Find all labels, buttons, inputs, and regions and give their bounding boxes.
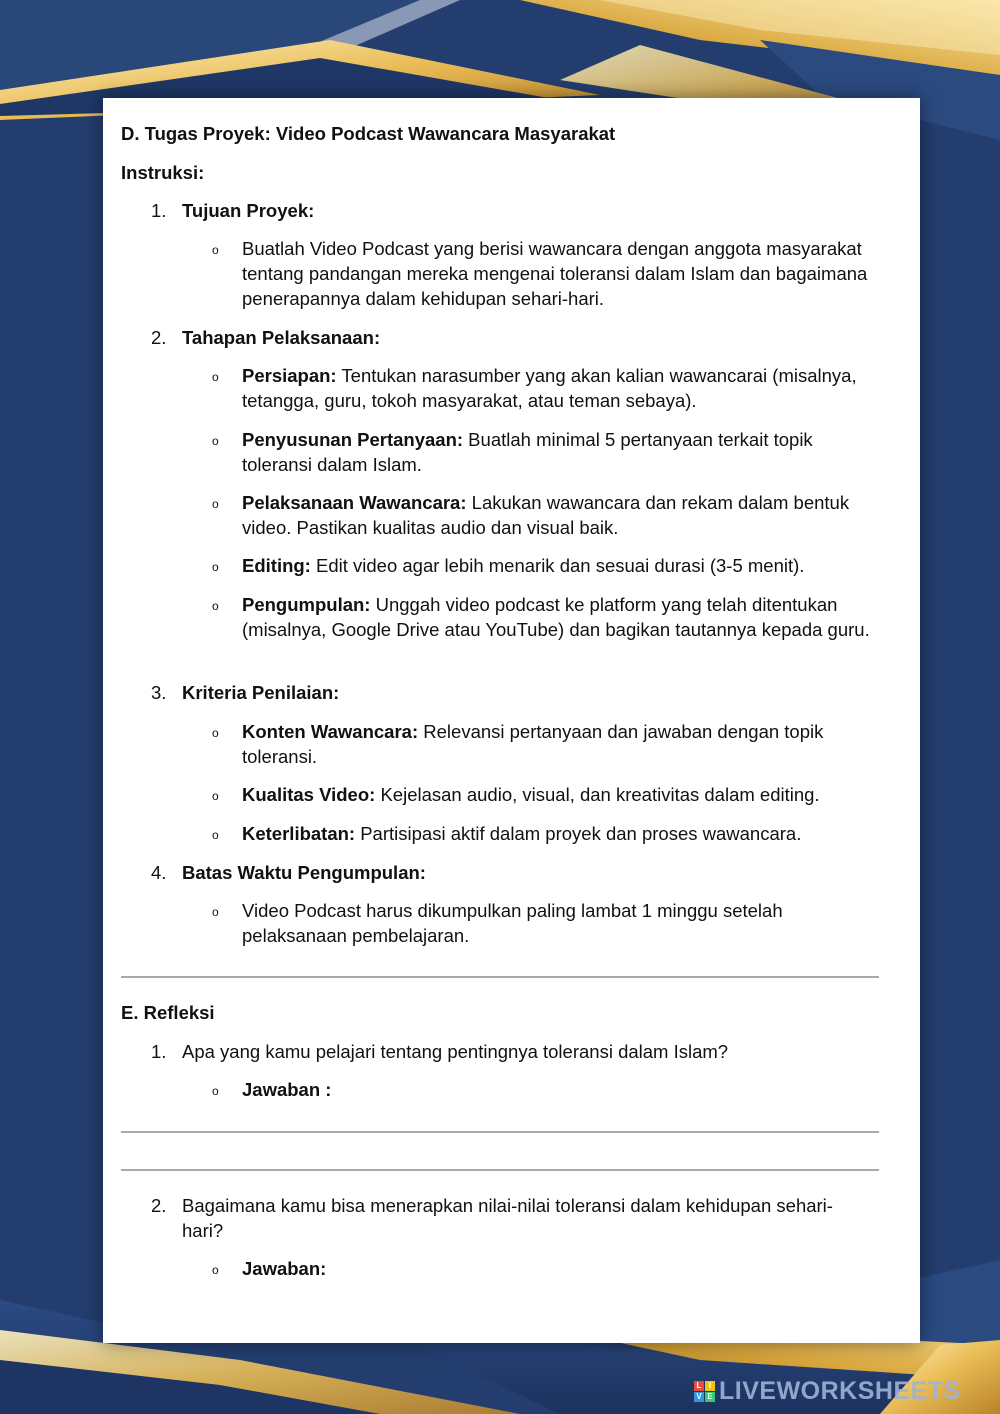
- bullet-item: [212, 782, 872, 807]
- answer-line: [121, 1131, 879, 1133]
- bullet-glyph: o: [212, 905, 219, 919]
- answer-item: [212, 1256, 872, 1281]
- list-item-kriteria: [151, 680, 871, 705]
- answer-item: [212, 1077, 872, 1102]
- list-item-tahapan: [151, 325, 871, 350]
- logo-mark: [694, 1381, 715, 1402]
- bullet-item: [212, 490, 872, 540]
- bullet-glyph: o: [212, 789, 219, 803]
- bullet-item: [212, 363, 872, 413]
- bullet-glyph: o: [212, 243, 219, 257]
- bullet-item: [212, 719, 872, 769]
- bullet-text: Kejelasan audio, visual, dan kreativitas dalam editing.: [375, 784, 820, 805]
- bullet-bold-label: Editing:: [242, 555, 311, 576]
- bullet-glyph: o: [212, 560, 219, 574]
- instruksi-label: Instruksi:: [121, 162, 205, 183]
- logo-letter: V: [694, 1392, 704, 1402]
- bullet-bold-label: Keterlibatan:: [242, 823, 356, 844]
- bullet-bold-label: Pelaksanaan Wawancara:: [242, 492, 467, 513]
- bullet-bold-label: Penyusunan Pertanyaan:: [242, 429, 464, 450]
- bullet-glyph: o: [212, 497, 219, 511]
- list-number: 3.: [151, 682, 167, 703]
- answer-line: [121, 1169, 879, 1171]
- logo-text: LIVEWORKSHEETS: [719, 1376, 961, 1405]
- section-e-title: E. Refleksi: [121, 1002, 215, 1023]
- list-number: 2.: [151, 327, 167, 348]
- list-number: 1.: [151, 1041, 167, 1062]
- answer-label: Jawaban :: [242, 1079, 332, 1100]
- list-heading: Tahapan Pelaksanaan:: [182, 327, 381, 348]
- logo-letter: E: [705, 1392, 715, 1402]
- bullet-text: Partisipasi aktif dalam proyek dan proses wawancara.: [355, 823, 802, 844]
- bullet-glyph: o: [212, 726, 219, 740]
- section-d-title: D. Tugas Proyek: Video Podcast Wawancara Masyarakat: [121, 123, 616, 144]
- list-item-tujuan: [151, 198, 871, 223]
- bullet-item: [212, 821, 872, 846]
- bullet-glyph: o: [212, 1084, 219, 1098]
- bullet-glyph: o: [212, 370, 219, 384]
- list-heading: Tujuan Proyek:: [182, 200, 315, 221]
- bullet-bold-label: Konten Wawancara:: [242, 721, 419, 742]
- bullet-bold-label: Pengumpulan:: [242, 594, 371, 615]
- list-number: 1.: [151, 200, 167, 221]
- list-heading: Kriteria Penilaian:: [182, 682, 340, 703]
- bullet-text: Unggah video podcast ke platform yang telah ditentukan (misalnya, Google Drive atau YouTube) dan bagikan tautannya kepada guru.: [242, 594, 870, 640]
- logo-letter: L: [694, 1381, 704, 1391]
- question-text: Apa yang kamu pelajari tentang pentingnya toleransi dalam Islam?: [182, 1041, 729, 1062]
- answer-label: Jawaban:: [242, 1258, 327, 1279]
- bullet-text: Tentukan narasumber yang akan kalian wawancarai (misalnya, tetangga, guru, tokoh masyarakat, atau teman sebaya).: [242, 365, 857, 411]
- bullet-text: Relevansi pertanyaan dan jawaban dengan topik toleransi.: [242, 721, 824, 767]
- list-heading: Batas Waktu Pengumpulan:: [182, 862, 426, 883]
- bullet-glyph: o: [212, 599, 219, 613]
- bullet-item: [212, 553, 872, 578]
- bullet-glyph: o: [212, 1263, 219, 1277]
- bullet-text: Edit video agar lebih menarik dan sesuai durasi (3-5 menit).: [310, 555, 805, 576]
- reflection-question-1: [151, 1039, 871, 1064]
- bullet-text: Buatlah Video Podcast yang berisi wawancara dengan anggota masyarakat tentang pandangan mereka mengenai toleransi dalam Islam dan bagaimana penerapannya dalam kehidupan sehari-hari.: [242, 238, 868, 309]
- bullet-bold-label: Kualitas Video:: [242, 784, 376, 805]
- list-item-batas-waktu: [151, 860, 871, 885]
- bullet-item: [212, 592, 872, 642]
- bullet-item: [212, 427, 872, 477]
- list-number: 4.: [151, 862, 167, 883]
- list-number: 2.: [151, 1195, 167, 1216]
- bullet-text: Buatlah minimal 5 pertanyaan terkait topik toleransi dalam Islam.: [242, 429, 813, 475]
- bullet-text: Lakukan wawancara dan rekam dalam bentuk video. Pastikan kualitas audio dan visual baik.: [242, 492, 850, 538]
- bullet-item: [212, 236, 872, 311]
- bullet-item: [212, 898, 872, 948]
- question-text: Bagaimana kamu bisa menerapkan nilai-nilai toleransi dalam kehidupan sehari-hari?: [182, 1195, 833, 1241]
- bullet-bold-label: Persiapan:: [242, 365, 337, 386]
- section-divider: [121, 976, 879, 978]
- bullet-text: Video Podcast harus dikumpulkan paling lambat 1 minggu setelah pelaksanaan pembelajaran.: [242, 900, 783, 946]
- bullet-glyph: o: [212, 434, 219, 448]
- bullet-glyph: o: [212, 828, 219, 842]
- liveworksheets-logo: [694, 1378, 961, 1404]
- logo-letter: I: [705, 1381, 715, 1391]
- reflection-question-2: [151, 1193, 871, 1243]
